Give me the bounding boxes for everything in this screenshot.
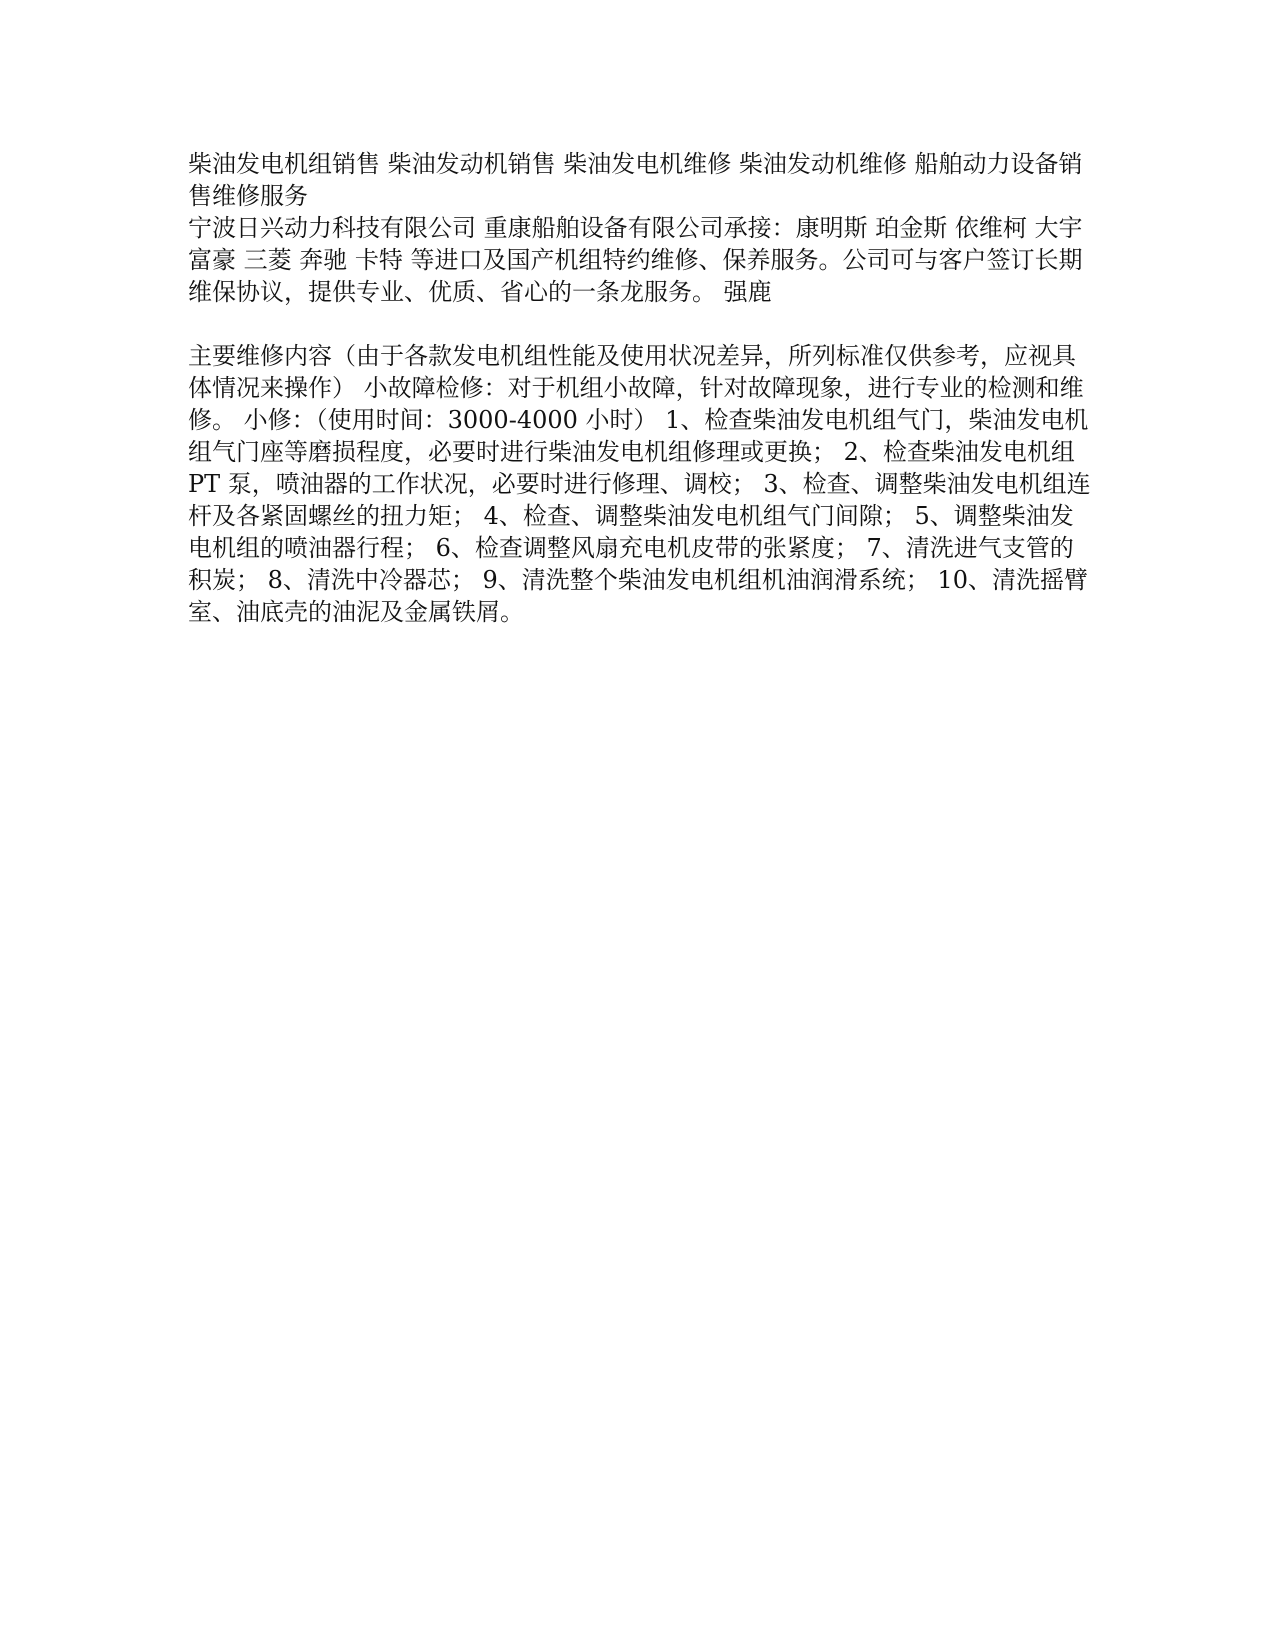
company-paragraph: 宁波日兴动力科技有限公司 重康船舶设备有限公司承接：康明斯 珀金斯 依维柯 大宇 富豪 三菱 奔驰 卡特 等进口及国产机组特约维修、保养服务。公司可与客户签订长期维保协议，提供专业、优质、省心的一条龙服务。 强鹿 (188, 214, 1083, 306)
maintenance-paragraph: 主要维修内容（由于各款发电机组性能及使用状况差异，所列标准仅供参考，应视具体情况来操作） 小故障检修：对于机组小故障，针对故障现象，进行专业的检测和维修。 小修：（使用时间：3000-4000 小时） 1、检查柴油发电机组气门，柴油发电机组气门座等磨损程度，必要时进行柴油发电机组修理或更换； 2、检查柴油发电机组 PT 泵，喷油器的工作状况，必要时进行修理、调校； 3、检查、调整柴油发电机组连杆及各紧固螺丝的扭力矩； 4、检查、调整柴油发电机组气门间隙； 5、调整柴油发电机组的喷油器行程； 6、检查调整风扇充电机皮带的张紧度； 7、清洗进气支管的积炭； 8、清洗中冷器芯； 9、清洗整个柴油发电机组机油润滑系统； 10、清洗摇臂室、油底壳的油泥及金属铁屑。 (188, 342, 1091, 626)
paragraph-spacer (188, 308, 1096, 340)
document-body (188, 148, 1096, 628)
services-heading-line: 柴油发电机组销售 柴油发动机销售 柴油发电机维修 柴油发动机维修 船舶动力设备销售维修服务 (188, 150, 1083, 210)
